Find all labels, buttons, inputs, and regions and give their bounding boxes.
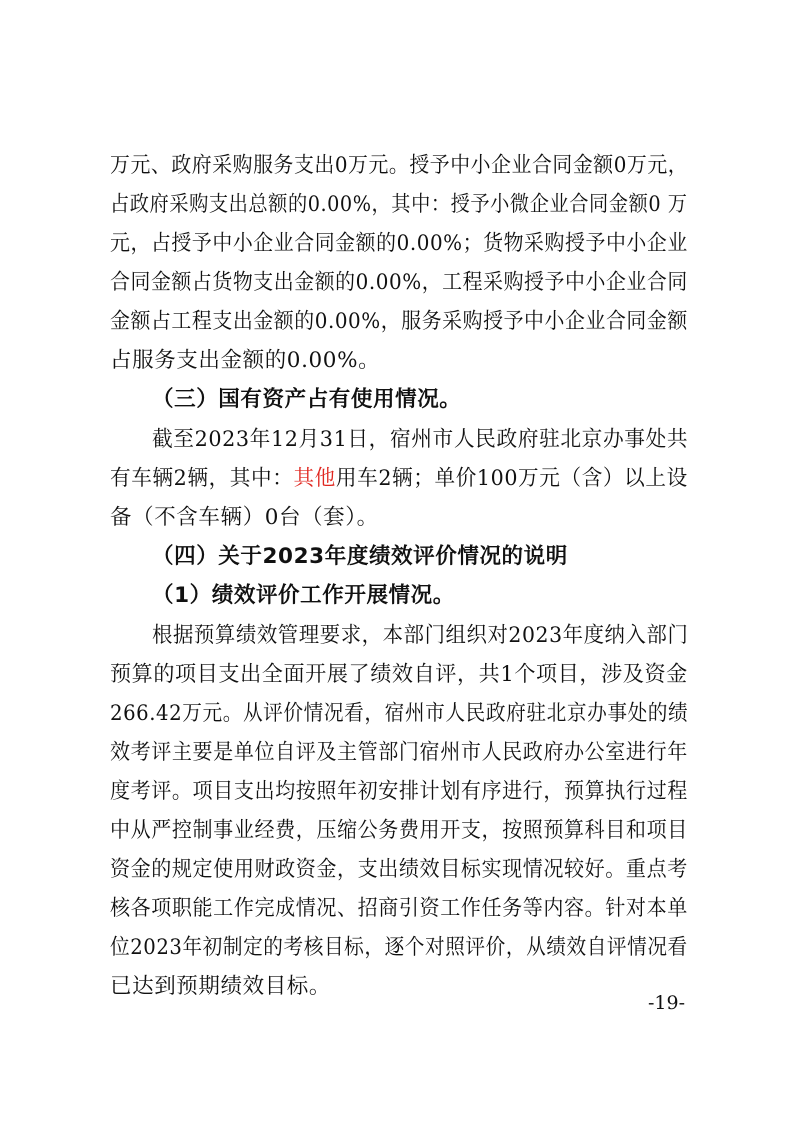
paragraph-line: 度考评。项目支出均按照年初安排计划有序进行，预算执行过程 — [110, 779, 688, 804]
paragraph-line: 万元、政府采购服务支出0万元。授予中小企业合同金额0万元， — [110, 153, 689, 178]
paragraph-line: 占服务支出金额的0.00%。 — [110, 348, 381, 373]
paragraph-line: 资金的规定使用财政资金，支出绩效目标实现情况较好。重点考 — [110, 857, 688, 882]
section-heading-performance: （四）关于2023年度绩效评价情况的说明 — [152, 544, 568, 569]
paragraph-line: 已达到预期绩效目标。 — [110, 974, 332, 999]
highlighted-text: 其他 — [293, 466, 336, 491]
section-heading-assets: （三）国有资产占有使用情况。 — [152, 387, 462, 412]
paragraph-line: 中从严控制事业经费，压缩公务费用开支，按照预算科目和项目 — [110, 818, 688, 843]
page-number: -19- — [648, 992, 686, 1014]
paragraph-line: 266.42万元。从评价情况看，宿州市人民政府驻北京办事处的绩 — [110, 701, 689, 726]
paragraph-line: 合同金额占货物支出金额的0.00%，工程采购授予中小企业合同 — [110, 270, 688, 295]
paragraph-line: 预算的项目支出全面开展了绩效自评，共1个项目，涉及资金 — [110, 662, 688, 687]
subsection-heading: （1）绩效评价工作开展情况。 — [152, 583, 455, 608]
paragraph-line: 备（不含车辆）0台（套）。 — [110, 505, 379, 530]
paragraph-line: 核各项职能工作完成情况、招商引资工作任务等内容。针对本单 — [110, 896, 688, 921]
paragraph-line: 根据预算绩效管理要求，本部门组织对2023年度纳入部门 — [152, 623, 689, 648]
paragraph-line: 效考评主要是单位自评及主管部门宿州市人民政府办公室进行年 — [110, 740, 688, 765]
paragraph-line: 元，占授予中小企业合同金额的0.00%；货物采购授予中小企业 — [110, 231, 688, 256]
paragraph-line: 占政府采购支出总额的0.00%，其中：授予小微企业合同金额0 万 — [110, 192, 688, 217]
text-segment: 有车辆2辆，其中： — [110, 466, 294, 491]
paragraph-line: 金额占工程支出金额的0.00%，服务采购授予中小企业合同金额 — [110, 309, 688, 334]
paragraph-line: 位2023年初制定的考核目标，逐个对照评价，从绩效自评情况看 — [110, 935, 688, 960]
paragraph-line — [110, 461, 688, 497]
paragraph-line: 截至2023年12月31日，宿州市人民政府驻北京办事处共 — [152, 427, 689, 452]
text-segment: 用车2辆；单价100万元（含）以上设 — [335, 466, 688, 491]
